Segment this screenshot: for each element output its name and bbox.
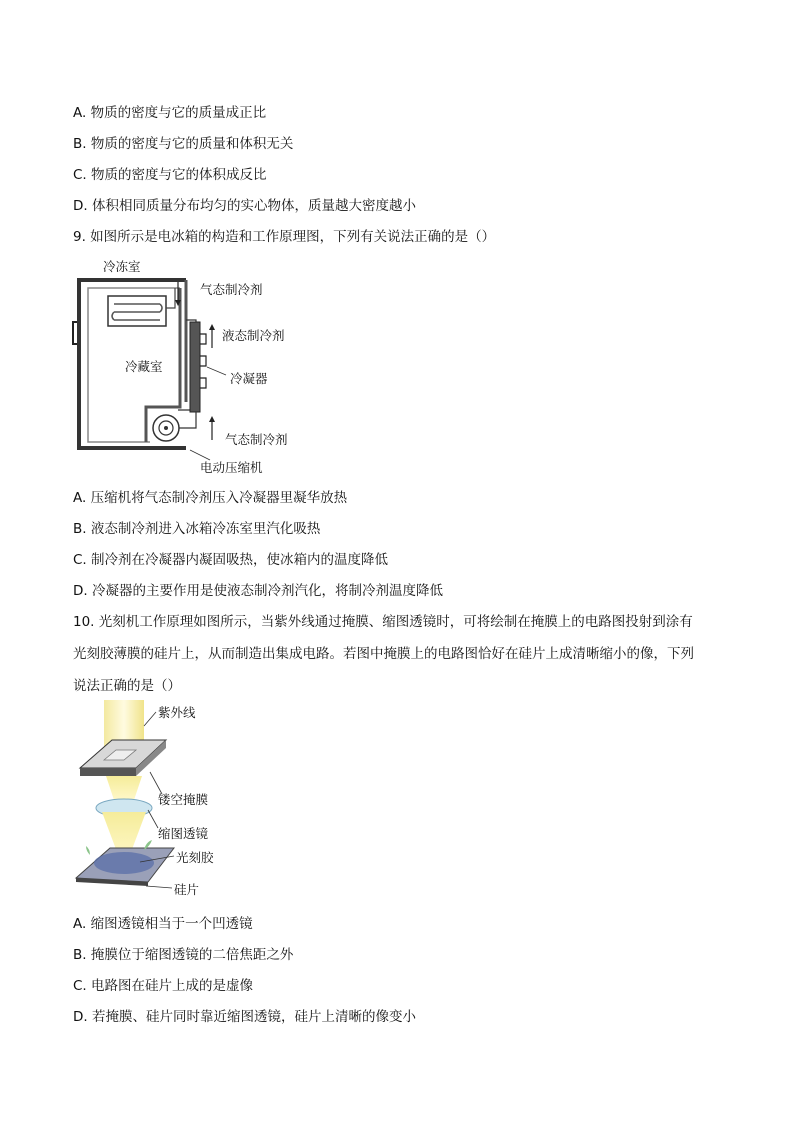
freezer-label: 冷冻室	[103, 259, 141, 274]
q9-option-a: A. 压缩机将气态制冷剂压入冷凝器里凝华放热	[73, 490, 348, 506]
q8-option-c: C. 物质的密度与它的体积成反比	[73, 167, 267, 183]
q10-option-b: B. 掩膜位于缩图透镜的二倍焦距之外	[73, 947, 294, 963]
condenser-label: 冷凝器	[230, 371, 268, 386]
q10-stem-line-2: 光刻胶薄膜的硅片上，从而制造出集成电路。若图中掩膜上的电路图恰好在硅片上成清晰缩小的像，下列	[73, 646, 694, 662]
q10-option-d: D. 若掩膜、硅片同时靠近缩图透镜，硅片上清晰的像变小	[73, 1009, 416, 1025]
lens-leader	[148, 810, 158, 828]
compressor-outlet-pipe	[179, 412, 196, 428]
q9-option-d: D. 冷凝器的主要作用是使液态制冷剂汽化，将制冷剂温度降低	[73, 583, 443, 599]
gas-top-label: 气态制冷剂	[200, 282, 263, 297]
q10-stem-line-1: 10. 光刻机工作原理如图所示，当紫外线通过掩膜、缩图透镜时，可将绘制在掩膜上的电路图投射到涂有	[73, 614, 693, 630]
liquid-label: 液态制冷剂	[222, 328, 285, 343]
mask-front	[80, 768, 136, 776]
fridge-label: 冷藏室	[125, 359, 163, 374]
uv-leader	[144, 712, 156, 726]
compressor-label: 电动压缩机	[200, 460, 263, 475]
compressor-axle	[164, 426, 168, 430]
photoresist	[94, 852, 154, 874]
condenser-leader	[207, 367, 226, 375]
gas-bottom-label: 气态制冷剂	[225, 432, 288, 447]
liquid-arrowhead	[209, 324, 215, 330]
condenser-fins	[200, 334, 206, 388]
mask-label: 镂空掩膜	[158, 792, 209, 807]
wafer-label: 硅片	[174, 882, 200, 897]
q10-stem-line-3: 说法正确的是（）	[73, 678, 181, 694]
leaf-decoration-icon	[86, 846, 90, 855]
q10-option-a: A. 缩图透镜相当于一个凹透镜	[73, 916, 253, 932]
photoresist-label: 光刻胶	[176, 850, 214, 865]
q8-option-d: D. 体积相同质量分布均匀的实心物体，质量越大密度越小	[73, 198, 416, 214]
q8-option-b: B. 物质的密度与它的质量和体积无关	[73, 136, 294, 152]
lithography-diagram	[70, 700, 270, 905]
q9-option-b: B. 液态制冷剂进入冰箱冷冻室里汽化吸热	[73, 521, 321, 537]
gas-bottom-arrowhead	[209, 416, 215, 422]
beam-mid	[106, 776, 142, 800]
uv-label: 紫外线	[158, 705, 196, 720]
q9-stem: 9. 如图所示是电冰箱的构造和工作原理图，下列有关说法正确的是（）	[73, 229, 496, 245]
fridge-diagram	[70, 252, 320, 482]
condenser	[190, 322, 200, 412]
wafer-leader	[146, 886, 172, 888]
evaporator-pipe	[166, 288, 175, 308]
lens-label: 缩图透镜	[158, 826, 209, 841]
freezer-evaporator	[108, 296, 166, 326]
q8-option-a: A. 物质的密度与它的质量成正比	[73, 105, 267, 121]
q10-option-c: C. 电路图在硅片上成的是虚像	[73, 978, 254, 994]
q9-option-c: C. 制冷剂在冷凝器内凝固吸热，使冰箱内的温度降低	[73, 552, 389, 568]
